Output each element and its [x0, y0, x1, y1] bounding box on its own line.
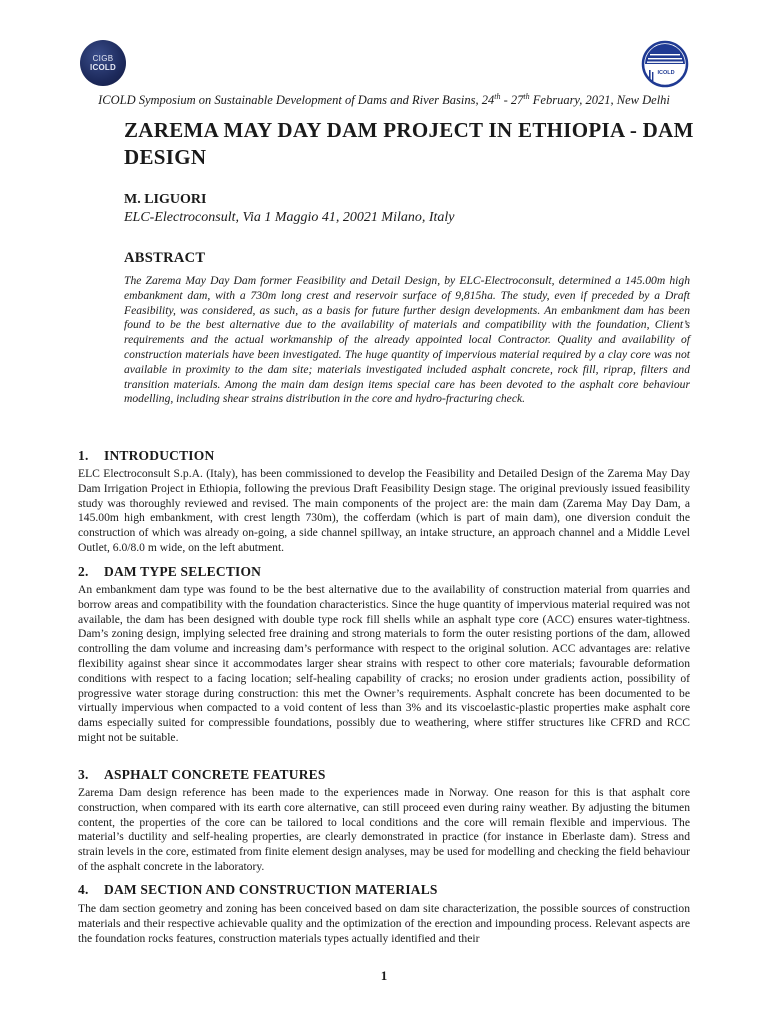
section-heading: 4. DAM SECTION AND CONSTRUCTION MATERIALS [78, 882, 438, 897]
logo-right-text: ICOLD [657, 70, 675, 76]
section-paragraph: The dam section geometry and zoning has been conceived based on dam site characterization, the possible sources of construction materials and their respective achievable quality and the optimization of the erection and impounding process. Relevant aspects are the foundation rocks features, construction materials types actually identified and their [78, 902, 690, 945]
cigb-icold-logo [80, 40, 126, 86]
icold-logo [641, 40, 689, 88]
paper-title: ZAREMA MAY DAY DAM PROJECT IN ETHIOPIA - DAM DESIGN [124, 118, 694, 169]
abstract-text: The Zarema May Day Dam former Feasibility and Detail Design, by ELC-Electroconsult, determined a 145.00m high embankment dam, with a 730m long crest and reservoir surface of 9,815ha. The study, even if preceded by a Draft Feasibility, was considered, as such, as a basis for future further design developments. An embankment dam has been found to be the best alternative due to the availability of materials and compatibility with the foundation, Client’s requirements and the actual workmanship of the already appointed local Contractor. Quality and availability of construction materials have been investigated. The huge quantity of impervious material required by a clay core was not available in proximity to the dam site; materials investigated included asphalt concrete, rock fill, riprap, filters and transition materials. Among the main dam design items special care has been devoted to the asphalt core behaviour modelling, including shear strains distribution in the core and hydro-fracturing check. [124, 274, 690, 406]
section-paragraph: Zarema Dam design reference has been made to the experiences made in Norway. One reason for this is that asphalt core construction, when compared with its earth core alternative, can still proceed even during rainy weather. By adjusting the bitumen content, the properties of the core can be tailored to local conditions and the core will remain flexible and impervious. The material’s ductility and self-healing properties, are clearly demonstrated in practice (for instance in Eberlaste dam). Stress and strain levels in the core, estimated from finite element design analyses, may be used for modelling and checking the field behaviour of the asphalt concrete in the laboratory. [78, 786, 690, 873]
section-heading: 1. INTRODUCTION [78, 448, 215, 463]
logo-left-line2: ICOLD [90, 63, 116, 72]
section-heading: 3. ASPHALT CONCRETE FEATURES [78, 767, 326, 782]
author-name: M. LIGUORI [124, 192, 207, 207]
section-heading: 2. DAM TYPE SELECTION [78, 564, 262, 579]
page-number: 1 [380, 968, 388, 983]
abstract-heading: ABSTRACT [124, 250, 206, 266]
author-affiliation: ELC-Electroconsult, Via 1 Maggio 41, 20021 Milano, Italy [124, 210, 455, 225]
conference-header: ICOLD Symposium on Sustainable Development of Dams and River Basins, 24th - 27th February, 2021, New Delhi [98, 92, 670, 108]
section-paragraph: An embankment dam type was found to be the best alternative due to the availability of construction material from quarries and borrow areas and compatibility with the foundation characteristics. Since the huge quantity of impervious material required was not available, the dam has been designed with double type rock fill shells while an asphalt type core (ACC) ensures water-tightness. Dam’s zoning design, implying selected free draining and strong materials to form the outer resisting portions of the dam, allowed controlling the dam volume and increasing dam’s performance with respect to the original solution. ACC advantages are: relative flexibility against shear since it accommodates larger shear strains with respect to other core materials; favourable deformation conditions with respect to a facing location; self-healing capability of cracks; no erosion under gradients action, possibility of progressive water storage during construction: this met the Owner’s requirements. Asphalt concrete has been documented to be virtually impervious when compacted to a void content of less than 3% and its viscoelastic-plastic properties make asphalt core dams especially suited for compressible foundations, possibly due to weathering, where stiffer structures like CFRD and RCC might not be suitable. [78, 583, 690, 744]
section-paragraph: ELC Electroconsult S.p.A. (Italy), has been commissioned to develop the Feasibility and Detailed Design of the Zarema May Day Dam Irrigation Project in Ethiopia, following the previous Draft Feasibility Design stage. The original previously issued feasibility study was thoroughly reviewed and revised. The main components of the project are: the main dam (Zarema May Day Dam, a 145.00m high embankment, with crest length 730m), the cofferdam (which is part of main dam), one diversion conduit the construction of which was already on-going, a side channel spillway, an intake structure, an approach channel and a Middle Level Outlet, 6.0/8.0 m wide, on the left abutment. [78, 467, 690, 554]
logo-left-line1: CIGB [92, 54, 114, 63]
